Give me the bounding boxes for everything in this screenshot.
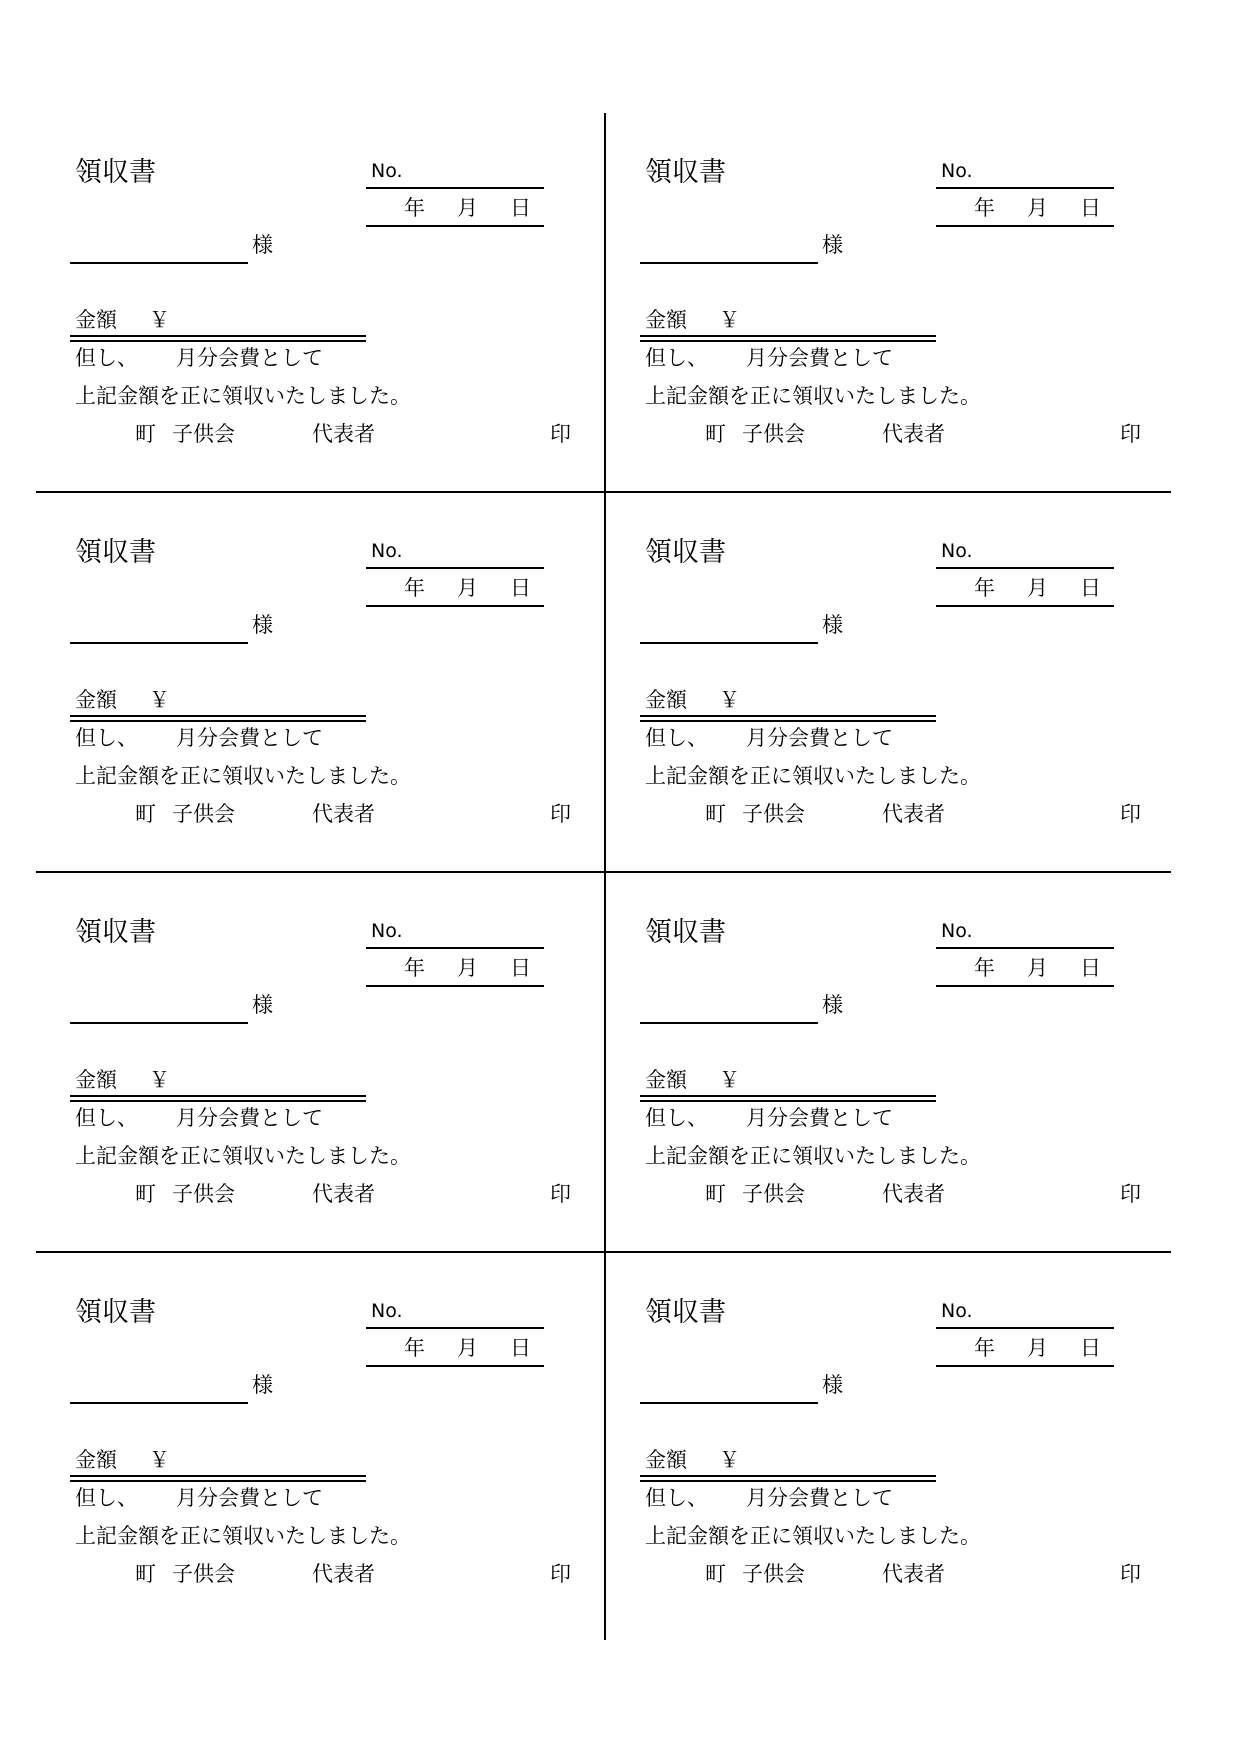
month-label: 月: [457, 956, 478, 980]
amount-double-line: [70, 715, 366, 722]
year-label: 年: [404, 576, 425, 600]
organization-name: 子供会: [742, 422, 805, 446]
town-label: 町: [135, 422, 156, 446]
amount-label: 金額: [645, 688, 687, 712]
proviso-text: 月分会費として: [746, 726, 893, 750]
day-label: 日: [1080, 196, 1101, 220]
addressee-suffix: 様: [822, 613, 843, 637]
representative-label: 代表者: [882, 802, 945, 826]
addressee-line: [70, 262, 248, 264]
receipt-number-label: No.: [941, 1300, 973, 1322]
year-label: 年: [404, 1336, 425, 1360]
receipt-title: 領収書: [645, 537, 726, 568]
organization-name: 子供会: [172, 1562, 235, 1586]
organization-name: 子供会: [742, 1182, 805, 1206]
seal-label: 印: [550, 1562, 571, 1586]
receipt-title: 領収書: [75, 537, 156, 568]
proviso-prefix: 但し、: [645, 346, 708, 370]
amount-label: 金額: [645, 308, 687, 332]
town-label: 町: [705, 1182, 726, 1206]
month-label: 月: [457, 576, 478, 600]
amount-double-line: [640, 715, 936, 722]
proviso-text: 月分会費として: [746, 346, 893, 370]
receipt-card: [606, 1253, 1174, 1633]
month-label: 月: [1027, 956, 1048, 980]
year-label: 年: [974, 196, 995, 220]
amount-label: 金額: [75, 688, 117, 712]
receipt-number-line: [366, 187, 544, 189]
representative-label: 代表者: [312, 422, 375, 446]
received-statement: 上記金額を正に領収いたしました。: [645, 1144, 981, 1168]
receipt-number-label: No.: [371, 160, 403, 182]
yen-symbol: ￥: [719, 688, 740, 712]
day-label: 日: [510, 196, 531, 220]
receipt-number-line: [366, 567, 544, 569]
receipt-card: [36, 873, 604, 1253]
receipt-card: [606, 873, 1174, 1253]
proviso-text: 月分会費として: [176, 726, 323, 750]
addressee-suffix: 様: [822, 233, 843, 257]
receipt-title: 領収書: [75, 157, 156, 188]
amount-double-line: [70, 1475, 366, 1482]
amount-label: 金額: [75, 308, 117, 332]
proviso-text: 月分会費として: [176, 1486, 323, 1510]
year-label: 年: [974, 1336, 995, 1360]
proviso-prefix: 但し、: [645, 1106, 708, 1130]
received-statement: 上記金額を正に領収いたしました。: [645, 384, 981, 408]
month-label: 月: [457, 1336, 478, 1360]
day-label: 日: [510, 1336, 531, 1360]
day-label: 日: [510, 576, 531, 600]
receipt-card: [36, 113, 604, 493]
town-label: 町: [135, 1182, 156, 1206]
day-label: 日: [1080, 576, 1101, 600]
proviso-text: 月分会費として: [746, 1106, 893, 1130]
receipt-number-line: [936, 1327, 1114, 1329]
yen-symbol: ￥: [149, 308, 170, 332]
receipt-title: 領収書: [645, 1297, 726, 1328]
proviso-prefix: 但し、: [75, 726, 138, 750]
addressee-line: [640, 642, 818, 644]
proviso-prefix: 但し、: [645, 1486, 708, 1510]
seal-label: 印: [1120, 802, 1141, 826]
date-line: [366, 605, 544, 607]
representative-label: 代表者: [882, 1182, 945, 1206]
receipt-number-line: [936, 187, 1114, 189]
addressee-line: [70, 1022, 248, 1024]
organization-name: 子供会: [172, 1182, 235, 1206]
receipt-title: 領収書: [645, 157, 726, 188]
receipt-number-label: No.: [371, 920, 403, 942]
received-statement: 上記金額を正に領収いたしました。: [645, 1524, 981, 1548]
organization-name: 子供会: [172, 802, 235, 826]
addressee-suffix: 様: [252, 233, 273, 257]
month-label: 月: [1027, 196, 1048, 220]
date-line: [936, 225, 1114, 227]
amount-label: 金額: [75, 1448, 117, 1472]
month-label: 月: [1027, 1336, 1048, 1360]
day-label: 日: [510, 956, 531, 980]
seal-label: 印: [1120, 422, 1141, 446]
proviso-text: 月分会費として: [176, 1106, 323, 1130]
date-line: [936, 1365, 1114, 1367]
organization-name: 子供会: [742, 1562, 805, 1586]
year-label: 年: [404, 196, 425, 220]
proviso-text: 月分会費として: [746, 1486, 893, 1510]
yen-symbol: ￥: [719, 1448, 740, 1472]
proviso-prefix: 但し、: [75, 346, 138, 370]
month-label: 月: [457, 196, 478, 220]
receipt-number-line: [366, 1327, 544, 1329]
addressee-line: [640, 1022, 818, 1024]
proviso-text: 月分会費として: [176, 346, 323, 370]
receipt-title: 領収書: [75, 1297, 156, 1328]
amount-double-line: [70, 335, 366, 342]
receipt-number-label: No.: [371, 540, 403, 562]
received-statement: 上記金額を正に領収いたしました。: [75, 1144, 411, 1168]
town-label: 町: [705, 802, 726, 826]
town-label: 町: [135, 1562, 156, 1586]
receipt-card: [606, 493, 1174, 873]
organization-name: 子供会: [172, 422, 235, 446]
representative-label: 代表者: [882, 422, 945, 446]
addressee-suffix: 様: [252, 1373, 273, 1397]
date-line: [936, 605, 1114, 607]
yen-symbol: ￥: [719, 1068, 740, 1092]
receipt-number-label: No.: [941, 920, 973, 942]
month-label: 月: [1027, 576, 1048, 600]
day-label: 日: [1080, 956, 1101, 980]
seal-label: 印: [1120, 1182, 1141, 1206]
receipt-number-line: [366, 947, 544, 949]
town-label: 町: [705, 1562, 726, 1586]
received-statement: 上記金額を正に領収いたしました。: [75, 1524, 411, 1548]
proviso-prefix: 但し、: [75, 1486, 138, 1510]
town-label: 町: [135, 802, 156, 826]
addressee-suffix: 様: [822, 1373, 843, 1397]
representative-label: 代表者: [312, 802, 375, 826]
yen-symbol: ￥: [149, 1448, 170, 1472]
seal-label: 印: [550, 422, 571, 446]
addressee-line: [640, 262, 818, 264]
seal-label: 印: [550, 1182, 571, 1206]
representative-label: 代表者: [882, 1562, 945, 1586]
received-statement: 上記金額を正に領収いたしました。: [75, 384, 411, 408]
year-label: 年: [404, 956, 425, 980]
amount-label: 金額: [645, 1068, 687, 1092]
receipt-title: 領収書: [75, 917, 156, 948]
received-statement: 上記金額を正に領収いたしました。: [75, 764, 411, 788]
receipt-number-label: No.: [941, 160, 973, 182]
seal-label: 印: [550, 802, 571, 826]
addressee-line: [70, 642, 248, 644]
addressee-suffix: 様: [252, 993, 273, 1017]
date-line: [936, 985, 1114, 987]
receipt-card: [606, 113, 1174, 493]
addressee-suffix: 様: [822, 993, 843, 1017]
amount-double-line: [640, 1095, 936, 1102]
date-line: [366, 225, 544, 227]
amount-label: 金額: [75, 1068, 117, 1092]
amount-double-line: [640, 335, 936, 342]
date-line: [366, 1365, 544, 1367]
year-label: 年: [974, 576, 995, 600]
addressee-suffix: 様: [252, 613, 273, 637]
representative-label: 代表者: [312, 1562, 375, 1586]
proviso-prefix: 但し、: [75, 1106, 138, 1130]
receipt-number-label: No.: [371, 1300, 403, 1322]
town-label: 町: [705, 422, 726, 446]
receipt-card: [36, 1253, 604, 1633]
receipt-card: [36, 493, 604, 873]
addressee-line: [640, 1402, 818, 1404]
receipt-number-label: No.: [941, 540, 973, 562]
proviso-prefix: 但し、: [645, 726, 708, 750]
seal-label: 印: [1120, 1562, 1141, 1586]
year-label: 年: [974, 956, 995, 980]
yen-symbol: ￥: [149, 688, 170, 712]
day-label: 日: [1080, 1336, 1101, 1360]
amount-label: 金額: [645, 1448, 687, 1472]
received-statement: 上記金額を正に領収いたしました。: [645, 764, 981, 788]
amount-double-line: [70, 1095, 366, 1102]
receipt-number-line: [936, 567, 1114, 569]
yen-symbol: ￥: [719, 308, 740, 332]
date-line: [366, 985, 544, 987]
representative-label: 代表者: [312, 1182, 375, 1206]
receipt-number-line: [936, 947, 1114, 949]
addressee-line: [70, 1402, 248, 1404]
organization-name: 子供会: [742, 802, 805, 826]
yen-symbol: ￥: [149, 1068, 170, 1092]
receipt-title: 領収書: [645, 917, 726, 948]
amount-double-line: [640, 1475, 936, 1482]
